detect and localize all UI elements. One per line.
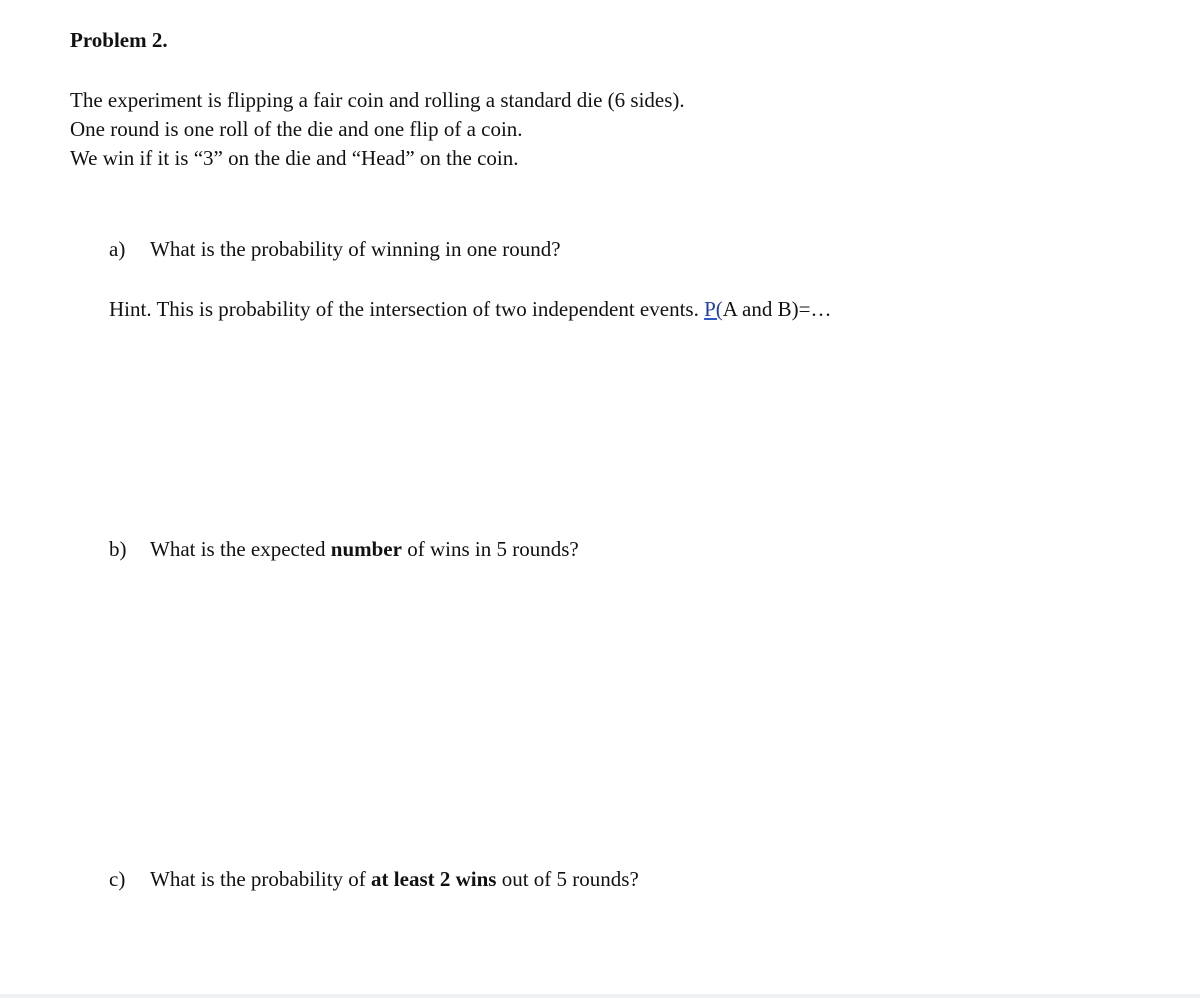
question-b-after: of wins in 5 rounds? — [401, 537, 579, 561]
bottom-edge-divider — [0, 994, 1200, 998]
question-c-marker: c) — [109, 867, 126, 891]
question-a — [109, 236, 561, 262]
question-c — [109, 866, 639, 892]
question-c-bold: at least 2 wins — [371, 867, 497, 891]
problem-intro — [70, 86, 685, 173]
question-b — [109, 536, 579, 562]
question-a-text: What is the probability of winning in one round? — [150, 237, 561, 261]
question-c-after: out of 5 rounds? — [496, 867, 639, 891]
question-c-before: What is the probability of — [150, 867, 372, 891]
intro-line: The experiment is flipping a fair coin and rolling a standard die (6 sides). — [70, 88, 685, 112]
intro-line: One round is one roll of the die and one flip of a coin. — [70, 117, 523, 141]
intro-line: We win if it is “3” on the die and “Head” on the coin. — [70, 146, 519, 170]
hint-suffix: A and B)=… — [722, 297, 832, 321]
question-b-before: What is the expected — [150, 537, 331, 561]
question-a-marker: a) — [109, 237, 126, 261]
question-b-marker: b) — [109, 537, 127, 561]
hint-prefix: Hint. This is probability of the intersection of two independent events. — [109, 297, 705, 321]
question-b-bold: number — [330, 537, 402, 561]
hint-text — [109, 296, 831, 322]
hint-link[interactable]: P( — [704, 297, 723, 321]
problem-title: Problem 2. — [70, 28, 168, 52]
